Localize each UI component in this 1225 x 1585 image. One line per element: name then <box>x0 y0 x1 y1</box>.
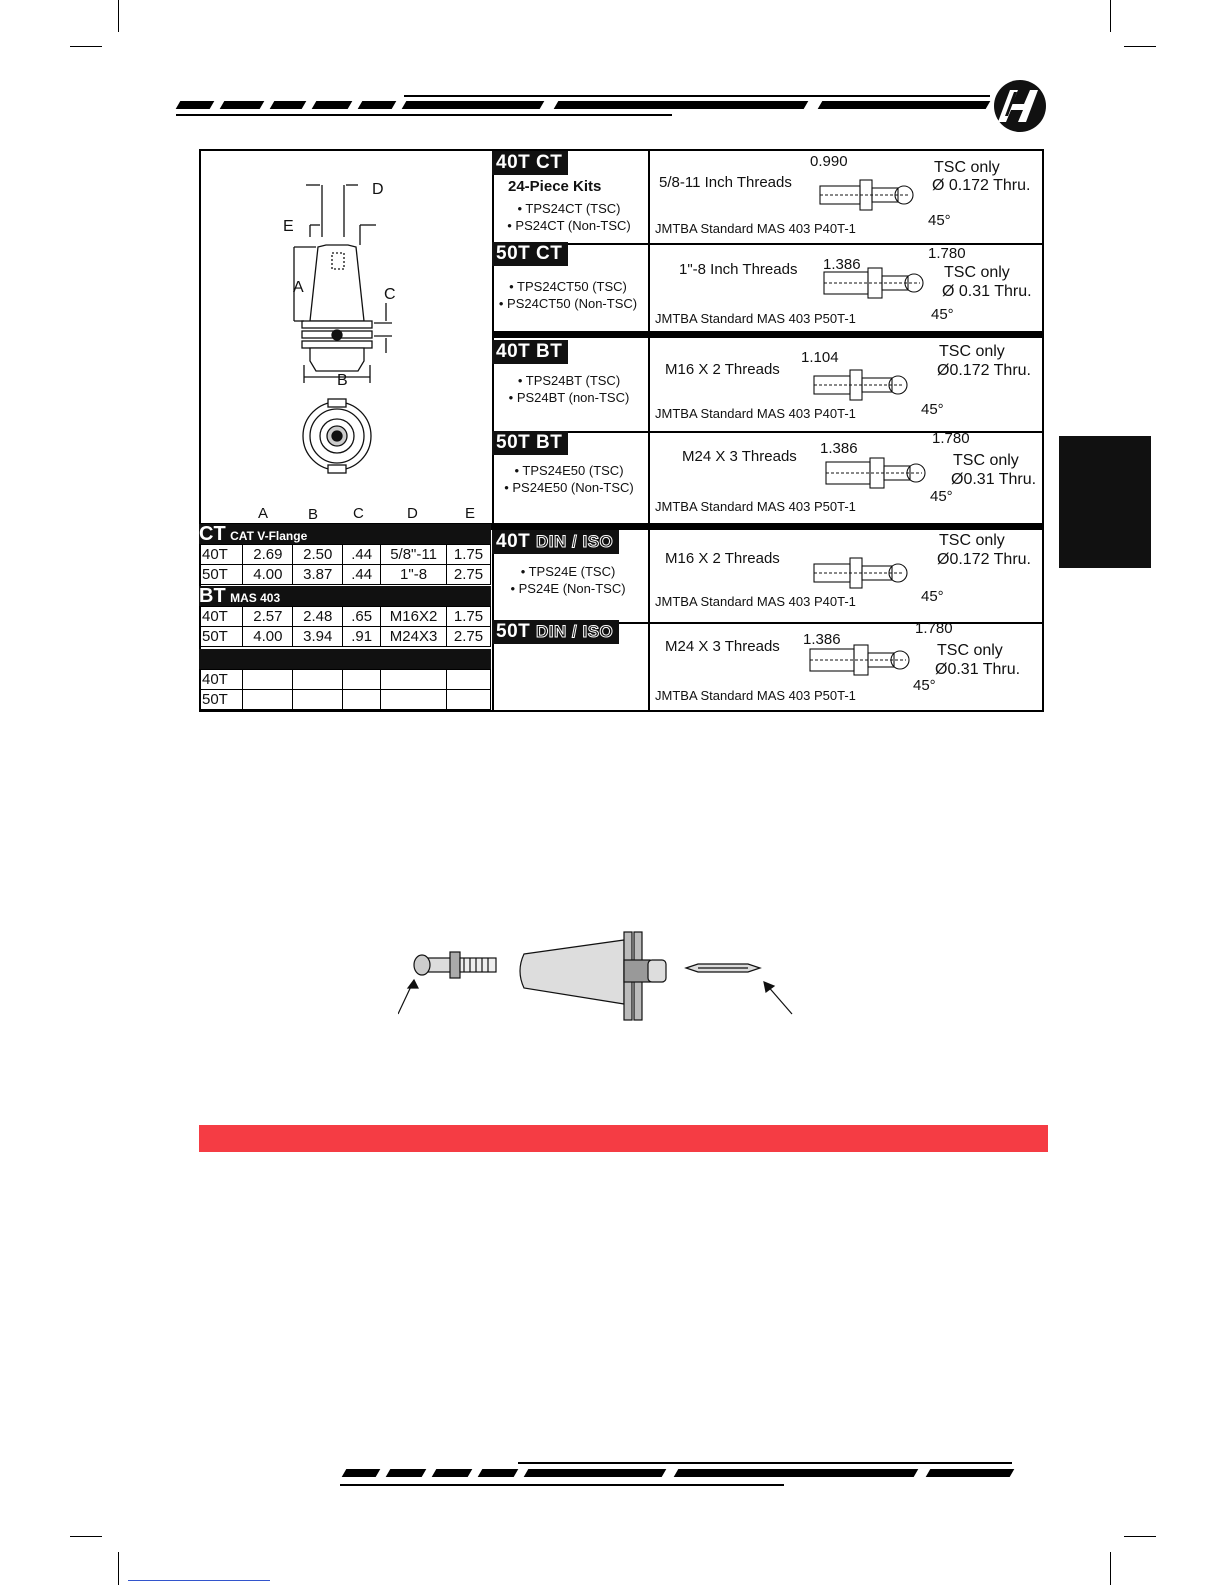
table-cell: 3.94 <box>293 627 343 647</box>
table-cell <box>243 670 293 690</box>
kit-item: • PS24CT (Non-TSC) <box>507 218 631 233</box>
table-cell: 1.75 <box>447 545 491 565</box>
badge-40t-bt: 40T BT <box>492 340 568 364</box>
table-cell <box>293 670 343 690</box>
col-header-d: D <box>407 505 418 522</box>
pull-stud-drawing <box>814 370 907 400</box>
badge-50t-din-iso <box>492 620 619 644</box>
label-e: E <box>283 218 294 235</box>
tsc-label: TSC only <box>937 642 1003 659</box>
kit-list <box>492 462 646 496</box>
table-cell: 50T <box>199 565 243 585</box>
thread-label: M16 X 2 Threads <box>665 550 780 567</box>
col-header-c: C <box>353 505 364 522</box>
tsc-label: TSC only <box>939 532 1005 549</box>
table-row <box>199 607 491 627</box>
kit-item: • TPS24E50 (TSC) <box>514 463 624 478</box>
badge-50t-ct: 50T CT <box>492 242 568 266</box>
chapter-tab <box>1059 436 1151 568</box>
angle-label: 45° <box>921 401 944 418</box>
table-cell: 40T <box>199 670 243 690</box>
kit-item: • PS24E (Non-TSC) <box>510 581 626 596</box>
haas-logo-icon <box>990 78 1050 134</box>
bt-group-header <box>199 586 491 606</box>
pull-stud-drawing <box>820 180 913 210</box>
dim-value: 1.386 <box>823 256 861 273</box>
kit-list <box>494 200 644 234</box>
table-cell: 2.75 <box>447 565 491 585</box>
thread-label: M24 X 3 Threads <box>682 448 797 465</box>
kit-item: • TPS24E (TSC) <box>520 564 616 579</box>
tsc-label: TSC only <box>944 264 1010 281</box>
kit-item: • PS24BT (non-TSC) <box>508 390 630 405</box>
crop-mark <box>70 46 102 47</box>
kit-list <box>490 278 646 312</box>
kit-item: • PS24E50 (Non-TSC) <box>504 480 634 495</box>
col-header-b: B <box>308 506 319 523</box>
badge-outline-text: DIN / ISO <box>536 622 614 641</box>
thread-label: 5/8-11 Inch Threads <box>659 174 792 191</box>
table-cell: 1"-8 <box>381 565 447 585</box>
ct-sub: CAT V-Flange <box>230 529 308 543</box>
crop-mark <box>1124 46 1156 47</box>
col-header-e: E <box>465 505 476 522</box>
table-row <box>199 627 491 647</box>
badge-40t-din-iso <box>492 530 619 554</box>
dim-value: 1.780 <box>928 245 966 262</box>
standard-label: JMTBA Standard MAS 403 P50T-1 <box>655 688 856 703</box>
table-row <box>199 545 491 565</box>
table-cell: 50T <box>199 627 243 647</box>
din-group-header <box>199 649 491 669</box>
table-cell <box>381 670 447 690</box>
thread-label: M16 X 2 Threads <box>665 361 780 378</box>
tool-holder-part <box>520 932 666 1020</box>
bt-sub: MAS 403 <box>230 591 281 605</box>
label-d: D <box>372 181 384 198</box>
angle-label: 45° <box>913 677 936 694</box>
standard-label: JMTBA Standard MAS 403 P40T-1 <box>655 221 856 236</box>
badge-text: 40T <box>496 531 531 552</box>
kit-item: • TPS24CT (TSC) <box>517 201 621 216</box>
ct-group-header <box>199 524 491 544</box>
dim-value: 1.104 <box>801 349 839 366</box>
crop-mark <box>1124 1536 1156 1537</box>
crop-mark <box>118 1552 119 1585</box>
thru-label: Ø 0.172 Thru. <box>932 177 1031 194</box>
dim-value: 1.386 <box>820 440 858 457</box>
pull-stud-part <box>414 952 496 978</box>
thread-label: M24 X 3 Threads <box>665 638 780 655</box>
dim-value: 1.780 <box>915 620 953 637</box>
kit-item: • TPS24BT (TSC) <box>517 373 621 388</box>
table-cell: 2.57 <box>243 607 293 627</box>
bt-dim-table <box>199 606 491 647</box>
thru-label: Ø0.172 Thru. <box>937 551 1031 568</box>
thru-label: Ø0.31 Thru. <box>935 661 1021 678</box>
thru-label: Ø0.31 Thru. <box>951 471 1037 488</box>
crop-mark <box>1110 1552 1111 1585</box>
angle-label: 45° <box>930 488 953 505</box>
kit-title: 24-Piece Kits <box>508 178 602 195</box>
table-cell <box>243 690 293 710</box>
tsc-label: TSC only <box>939 343 1005 360</box>
label-a: A <box>293 279 304 296</box>
table-cell: .91 <box>343 627 381 647</box>
kit-list <box>494 372 644 406</box>
label-b: B <box>337 372 348 389</box>
table-cell <box>343 690 381 710</box>
table-cell: 4.00 <box>243 627 293 647</box>
dim-value: 1.386 <box>803 631 841 648</box>
table-cell: 5/8"-11 <box>381 545 447 565</box>
table-cell: 40T <box>199 607 243 627</box>
tool-holder-drawing <box>280 175 410 485</box>
angle-label: 45° <box>921 588 944 605</box>
kit-list <box>494 563 642 597</box>
table-cell: 2.50 <box>293 545 343 565</box>
table-cell: 2.69 <box>243 545 293 565</box>
thread-label: 1"-8 Inch Threads <box>679 261 798 278</box>
pull-stud-sketches <box>800 150 940 710</box>
standard-label: JMTBA Standard MAS 403 P50T-1 <box>655 499 856 514</box>
tsc-label: TSC only <box>953 452 1019 469</box>
table-row <box>199 670 491 690</box>
table-row <box>199 690 491 710</box>
table-cell: 2.48 <box>293 607 343 627</box>
dim-value: 1.780 <box>932 430 970 447</box>
table-cell: .44 <box>343 545 381 565</box>
drill-part <box>686 964 760 972</box>
table-cell: 40T <box>199 545 243 565</box>
ct-dim-table <box>199 544 491 585</box>
badge-text: 50T <box>496 621 531 642</box>
table-cell: .65 <box>343 607 381 627</box>
thru-label: Ø0.172 Thru. <box>937 362 1031 379</box>
table-cell: 3.87 <box>293 565 343 585</box>
kit-item: • PS24CT50 (Non-TSC) <box>498 296 638 311</box>
badge-40t-ct: 40T CT <box>492 151 568 175</box>
kit-item: • TPS24CT50 (TSC) <box>509 279 627 294</box>
table-cell: M24X3 <box>381 627 447 647</box>
table-cell <box>343 670 381 690</box>
table-cell: 1.75 <box>447 607 491 627</box>
footer-link-line <box>128 1580 270 1581</box>
angle-label: 45° <box>931 306 954 323</box>
table-cell <box>381 690 447 710</box>
table-cell: 2.75 <box>447 627 491 647</box>
table-row <box>199 565 491 585</box>
tsc-label: TSC only <box>934 159 1000 176</box>
thru-label: Ø 0.31 Thru. <box>942 283 1032 300</box>
crop-mark <box>1110 0 1111 32</box>
pull-stud-drawing <box>814 558 907 588</box>
dim-value: 0.990 <box>810 153 848 170</box>
badge-50t-bt: 50T BT <box>492 431 568 455</box>
crop-mark <box>70 1536 102 1537</box>
col-header-a: A <box>258 505 269 522</box>
standard-label: JMTBA Standard MAS 403 P40T-1 <box>655 594 856 609</box>
bt-label: BT <box>199 585 226 607</box>
pull-stud-drawing <box>826 458 925 488</box>
table-cell: 4.00 <box>243 565 293 585</box>
assembly-illustration <box>398 928 808 1028</box>
table-cell <box>293 690 343 710</box>
ct-label: CT <box>199 523 226 545</box>
badge-outline-text: DIN / ISO <box>536 532 614 551</box>
pull-stud-drawing <box>810 645 909 675</box>
standard-label: JMTBA Standard MAS 403 P50T-1 <box>655 311 856 326</box>
pull-stud-drawing <box>824 268 923 298</box>
table-cell <box>447 690 491 710</box>
label-c: C <box>384 286 396 303</box>
standard-label: JMTBA Standard MAS 403 P40T-1 <box>655 406 856 421</box>
din-dim-table <box>199 669 491 710</box>
table-cell: 50T <box>199 690 243 710</box>
table-cell: M16X2 <box>381 607 447 627</box>
table-cell <box>447 670 491 690</box>
warning-bar <box>199 1125 1048 1152</box>
table-cell: .44 <box>343 565 381 585</box>
crop-mark <box>118 0 119 32</box>
angle-label: 45° <box>928 212 951 229</box>
